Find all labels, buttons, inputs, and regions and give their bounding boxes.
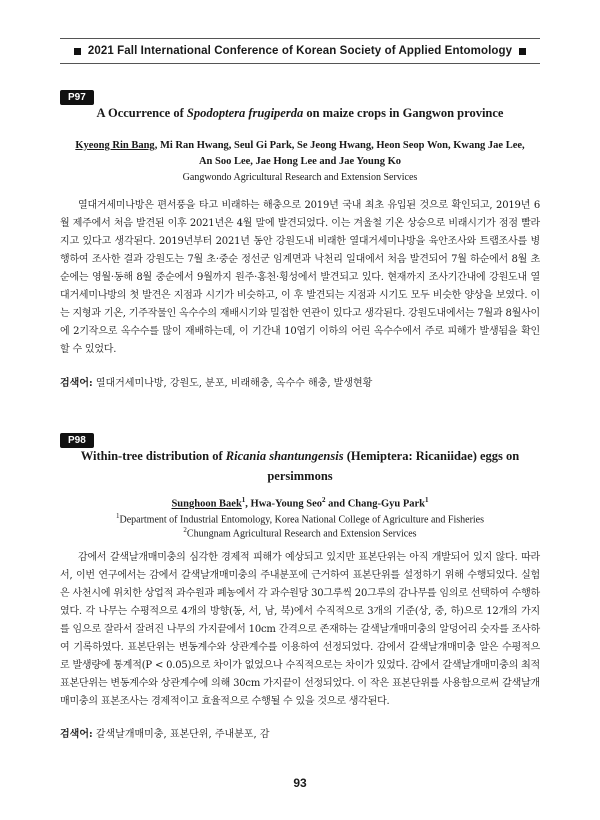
p97-abstract: 열대거세미나방은 편서풍을 타고 비래하는 해충으로 2019년 국내 최초 유입된 것으로 확인되고, 2019년 6월 제주에서 처음 발견된 이후 2021년은 4월 말에 발견되었다. 이는 겨울철 기온 상승으로 비래시기가 점점 빨라지고 있다고 생각된다. 2019년부터 2021년 동안 강원도내 비래한 열대거세미나방을 육안조사와 트랩조사를 병행하여 조사한 결과 강원도는 7월 초·중순 정선군 임계면과 낙천리 일대에서 처음 발견되어 7월 하순에서 8월 초순에는 영월·동해 8월 중순에서 9월까지 원주·홍천·횡성에서 발견되고 있다. 현재까지 조사기간내에 강원도내 열대거세미나방의 첫 발견은 지점과 시기가 비슷하고, 이 후 발견되는 지점과 시기도 모두 비슷한 양상을 보였다. 이는 지형과 기온, 기주작물인 옥수수의 재배시기와 밀접한 연관이 있다고 생각된다. 강원도내에서는 7월과 8월사이에 2기작으로 옥수수를 많이 재배하는데, 이 기간내 10엽기 이하의 어린 옥수수에서 주로 피해가 발생됨을 확인 할 수 있었다.	[60, 200, 540, 355]
p98-authors: Sunghoon Baek$^1$, Hwa-Young Seo$^2$ and Chang-Gyu Park$^1$	[171, 496, 429, 510]
p98-affiliation-2: $^2$Chungnam Agricultural Research and Extension Services	[183, 526, 417, 540]
poster-badge-p97: P97	[60, 90, 94, 105]
presenting-author: Kyeong Rin Bang	[75, 140, 155, 151]
header-text: 2021 Fall International Conference of Korean Society of Applied Entomology	[87, 45, 513, 57]
square-bullet-icon	[74, 48, 81, 55]
p97-affiliation: Gangwondo Agricultural Research and Extension Services	[182, 172, 418, 183]
conference-header	[60, 38, 540, 64]
presenting-author: Sunghoon Baek	[171, 498, 242, 510]
page-number: 93	[293, 776, 307, 790]
square-bullet-icon	[519, 48, 526, 55]
p98-affiliation-1: $^1$Department of Industrial Entomology, Korea National College of Agriculture and Fisheries	[115, 512, 485, 526]
p98-keywords: 검색어: 갈색날개매미충, 표본단위, 주내분포, 감	[60, 729, 270, 740]
poster-badge-p98: P98	[60, 433, 94, 448]
p97-keywords: 검색어: 열대거세미나방, 강원도, 분포, 비래해충, 옥수수 해충, 발생현황	[60, 378, 373, 389]
p97-authors: Kyeong Rin Bang, Mi Ran Hwang, Seul Gi Park, Se Jeong Hwang, Heon Seop Won, Kwang Jae Lee, An Soo Lee, Jae Hong Lee and Jae Young Ko	[75, 140, 525, 167]
p98-badge-row	[60, 428, 540, 448]
p98-title: Within-tree distribution of Ricania shantungensis (Hemiptera: Ricaniidae) eggs on persimmons	[80, 449, 520, 483]
p98-abstract: 감에서 갈색날개매미충의 심각한 경제적 피해가 예상되고 있지만 표본단위는 아직 개발되어 있지 않다. 따라서, 이번 연구에서는 감에서 갈색날개매미충의 주내분포에 근거하여 표본단위를 설정하기 위해 수행되었다. 실험은 사천시에 위치한 상업적 과수원과 폐농에서 각 과수원당 30그루씩 20그루의 감나무를 임의로 선택하여 수행하였다. 각 나무는 수평적으로 4개의 방향(동, 서, 남, 북)에서 수직적으로 3개의 기준(상, 중, 하)으로 12개의 가지를 임으로 잘라서 잘려진 나무의 가지끝에서 10cm 간격으로 존재하는 갈색날개매미충의 알덩어리 숫자를 조사하여 기록하였다. 표본단위는 변동계수와 상관계수를 이용하여 선정되었다. 감에서 갈색날개매미충 알은 수평적으로 발생량에 통계적(P < 0.05)으로 차이가 없었으나 수직적으로는 차이가 있었다. 감에서 갈색날개매미충의 최적표본단위는 변동계수와 상관계수에 의해 30cm 가지끝이 선정되었다. 이 작은 표본단위를 사용함으로써 갈색날개매미충의 표본조사는 경제적이고 효율적으로 수행될 수 있을 것으로 생각된다.	[60, 552, 540, 707]
p97-title: A Occurrence of Spodoptera frugiperda on maize crops in Gangwon province	[96, 106, 504, 120]
p97-badge-row	[60, 85, 540, 105]
